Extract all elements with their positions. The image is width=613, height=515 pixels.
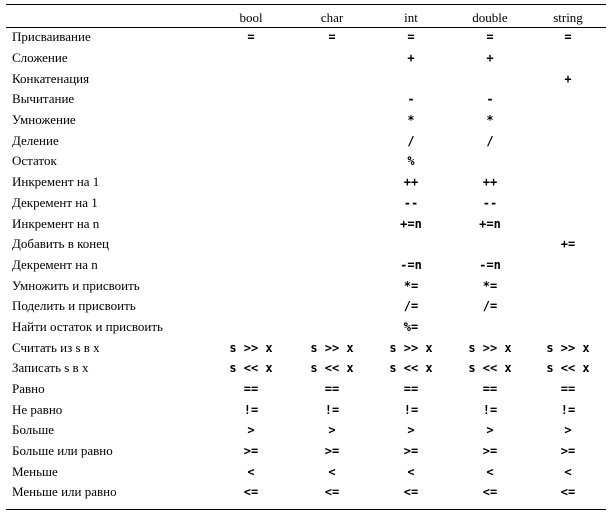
operator-cell-char xyxy=(292,275,372,296)
operation-label: Инкремент на 1 xyxy=(12,174,100,190)
operation-label: Конкатенация xyxy=(12,70,90,86)
table-row xyxy=(6,461,606,482)
column-header-bool: bool xyxy=(239,10,263,25)
operator-cell-int: > xyxy=(407,423,415,438)
operator-cell-bool: >= xyxy=(243,444,259,459)
operator-cell-char xyxy=(292,48,372,69)
operator-cell-double xyxy=(450,234,530,255)
operator-cell-char xyxy=(292,234,372,255)
operator-cell-bool: s << x xyxy=(229,361,273,376)
operator-cell-int: %= xyxy=(403,319,419,334)
operator-cell-double: - xyxy=(486,92,494,107)
operator-cell-int: == xyxy=(403,382,419,397)
operation-label: Умножить и присвоить xyxy=(12,277,140,293)
operator-cell-double: + xyxy=(486,51,494,66)
operation-label: Сложение xyxy=(12,50,68,66)
operator-cell-char: != xyxy=(324,402,340,417)
table-row xyxy=(6,193,606,214)
operator-cell-char xyxy=(292,89,372,110)
column-header-double: double xyxy=(472,10,508,25)
operator-cell-string xyxy=(530,275,606,296)
operator-cell-int: != xyxy=(403,402,419,417)
operator-cell-bool: s >> x xyxy=(229,340,273,355)
operation-label: Инкремент на n xyxy=(12,215,100,231)
operator-cell-int: - xyxy=(407,92,415,107)
operation-label: Не равно xyxy=(12,401,63,417)
operator-cell-double xyxy=(450,317,530,338)
operation-label: Деление xyxy=(12,132,59,148)
operator-cell-int: < xyxy=(407,464,415,479)
operator-cell-char: s << x xyxy=(310,361,354,376)
operator-cell-int: <= xyxy=(403,485,419,500)
operator-cell-bool xyxy=(210,234,292,255)
table-header xyxy=(6,8,606,27)
operator-cell-string: < xyxy=(564,464,572,479)
operator-cell-double: != xyxy=(482,402,498,417)
table-row xyxy=(6,110,606,131)
operator-cell-bool xyxy=(210,48,292,69)
operator-cell-string xyxy=(530,172,606,193)
operator-cell-string: = xyxy=(564,30,572,45)
operator-cell-char: > xyxy=(328,423,336,438)
operation-label: Меньше xyxy=(12,463,58,479)
operator-cell-int: +=n xyxy=(400,216,422,231)
operator-cell-int: = xyxy=(407,30,415,45)
operator-cell-char: >= xyxy=(324,444,340,459)
table-row xyxy=(6,89,606,110)
operator-cell-string xyxy=(530,296,606,317)
operator-cell-int: s << x xyxy=(389,361,433,376)
operator-cell-char xyxy=(292,296,372,317)
operation-label: Декремент на n xyxy=(12,256,98,272)
operator-cell-bool: = xyxy=(247,30,255,45)
operator-cell-string xyxy=(530,89,606,110)
operation-label: Больше или равно xyxy=(12,443,113,459)
operator-cell-string xyxy=(530,48,606,69)
operator-cell-string: + xyxy=(564,71,572,86)
operator-cell-int: % xyxy=(407,154,415,169)
operator-cell-double: ++ xyxy=(482,175,498,190)
operation-label: Меньше или равно xyxy=(12,484,117,500)
operator-cell-string: >= xyxy=(560,444,576,459)
operation-label: Декремент на 1 xyxy=(12,194,98,210)
operator-cell-double xyxy=(450,151,530,172)
operator-cell-char xyxy=(292,130,372,151)
operation-label: Умножение xyxy=(12,112,76,128)
operator-cell-bool xyxy=(210,255,292,276)
operator-cell-double: s >> x xyxy=(468,340,512,355)
operation-label: Равно xyxy=(12,381,45,397)
table-row xyxy=(6,234,606,255)
operator-cell-int: * xyxy=(407,113,415,128)
table-body xyxy=(6,27,606,503)
operator-cell-double: >= xyxy=(482,444,498,459)
table-row xyxy=(6,48,606,69)
table-row xyxy=(6,317,606,338)
operator-cell-int: -- xyxy=(403,195,419,210)
operator-cell-int xyxy=(372,68,450,89)
column-header-int: int xyxy=(404,10,418,25)
table-row xyxy=(6,337,606,358)
operator-cell-string: += xyxy=(560,237,576,252)
operator-cell-double: /= xyxy=(482,299,498,314)
operator-cell-string xyxy=(530,255,606,276)
operator-cell-double: == xyxy=(482,382,498,397)
operator-cell-bool xyxy=(210,130,292,151)
table-row xyxy=(6,27,606,48)
operator-cell-bool xyxy=(210,172,292,193)
operator-cell-bool xyxy=(210,110,292,131)
operator-cell-double: s << x xyxy=(468,361,512,376)
operator-cell-string: s << x xyxy=(546,361,590,376)
operator-cell-double: > xyxy=(486,423,494,438)
table-row xyxy=(6,130,606,151)
operator-cell-int: ++ xyxy=(403,175,419,190)
operator-cell-char xyxy=(292,317,372,338)
operator-cell-bool xyxy=(210,151,292,172)
operator-cell-char xyxy=(292,255,372,276)
operator-cell-char xyxy=(292,151,372,172)
operator-cell-double: -=n xyxy=(479,257,501,272)
operator-cell-string xyxy=(530,110,606,131)
table-row xyxy=(6,68,606,89)
table-row xyxy=(6,296,606,317)
operator-cell-bool xyxy=(210,68,292,89)
table-row xyxy=(6,151,606,172)
operator-cell-bool: < xyxy=(247,464,255,479)
column-header-string: string xyxy=(553,10,583,25)
operator-cell-bool: <= xyxy=(243,485,259,500)
table-top-rule xyxy=(6,4,606,5)
operator-cell-char xyxy=(292,193,372,214)
operator-cell-int: /= xyxy=(403,299,419,314)
operator-cell-bool: > xyxy=(247,423,255,438)
column-header-char: char xyxy=(320,10,344,25)
operator-cell-char: <= xyxy=(324,485,340,500)
table-row xyxy=(6,172,606,193)
operator-cell-char: = xyxy=(328,30,336,45)
operator-cell-char: == xyxy=(324,382,340,397)
operator-cell-int: -=n xyxy=(400,257,422,272)
table-row xyxy=(6,213,606,234)
column-header-operation xyxy=(6,8,210,27)
operator-cell-string xyxy=(530,193,606,214)
operator-cell-string xyxy=(530,317,606,338)
operation-label: Вычитание xyxy=(12,91,75,107)
table-row xyxy=(6,358,606,379)
operator-cell-bool xyxy=(210,89,292,110)
operator-cell-int: s >> x xyxy=(389,340,433,355)
operator-cell-bool: == xyxy=(243,382,259,397)
operator-cell-double: = xyxy=(486,30,494,45)
operator-cell-double: < xyxy=(486,464,494,479)
operation-label: Больше xyxy=(12,422,54,438)
table-row xyxy=(6,255,606,276)
operator-cell-char xyxy=(292,213,372,234)
operator-cell-char xyxy=(292,110,372,131)
table-row xyxy=(6,275,606,296)
operation-label: Остаток xyxy=(12,153,57,169)
operator-cell-string xyxy=(530,213,606,234)
operator-cell-char xyxy=(292,68,372,89)
operator-cell-bool xyxy=(210,213,292,234)
operator-cell-double: / xyxy=(486,133,494,148)
operation-label: Найти остаток и присвоить xyxy=(12,318,163,334)
operator-cell-double: *= xyxy=(482,278,498,293)
operator-cell-double: +=n xyxy=(479,216,501,231)
operator-cell-string: s >> x xyxy=(546,340,590,355)
operator-cell-char: < xyxy=(328,464,336,479)
operator-cell-string xyxy=(530,151,606,172)
operation-label: Присваивание xyxy=(12,29,91,45)
operator-cell-string: > xyxy=(564,423,572,438)
operation-label: Считать из s в x xyxy=(12,339,100,355)
operator-cell-int: + xyxy=(407,51,415,66)
operator-cell-string: <= xyxy=(560,485,576,500)
operator-cell-int: / xyxy=(407,133,415,148)
operator-cell-bool xyxy=(210,275,292,296)
operator-cell-double: * xyxy=(486,113,494,128)
operator-cell-string xyxy=(530,130,606,151)
operator-cell-int: *= xyxy=(403,278,419,293)
table-row xyxy=(6,420,606,441)
table-bottom-rule xyxy=(6,509,606,510)
table-row xyxy=(6,441,606,462)
operator-cell-char: s >> x xyxy=(310,340,354,355)
operator-cell-int: >= xyxy=(403,444,419,459)
table-row xyxy=(6,379,606,400)
operators-table xyxy=(6,8,606,503)
operation-label: Поделить и присвоить xyxy=(12,298,136,314)
operator-cell-char xyxy=(292,172,372,193)
operation-label: Записать s в x xyxy=(12,360,89,376)
operator-cell-double: <= xyxy=(482,485,498,500)
table-row xyxy=(6,399,606,420)
operator-cell-double xyxy=(450,68,530,89)
table-row xyxy=(6,482,606,503)
operator-cell-bool xyxy=(210,193,292,214)
operator-cell-bool xyxy=(210,317,292,338)
operator-cell-string: == xyxy=(560,382,576,397)
operator-cell-double: -- xyxy=(482,195,498,210)
operator-cell-bool xyxy=(210,296,292,317)
operator-cell-string: != xyxy=(560,402,576,417)
operator-cell-int xyxy=(372,234,450,255)
operation-label: Добавить в конец xyxy=(12,236,109,252)
operator-cell-bool: != xyxy=(243,402,259,417)
